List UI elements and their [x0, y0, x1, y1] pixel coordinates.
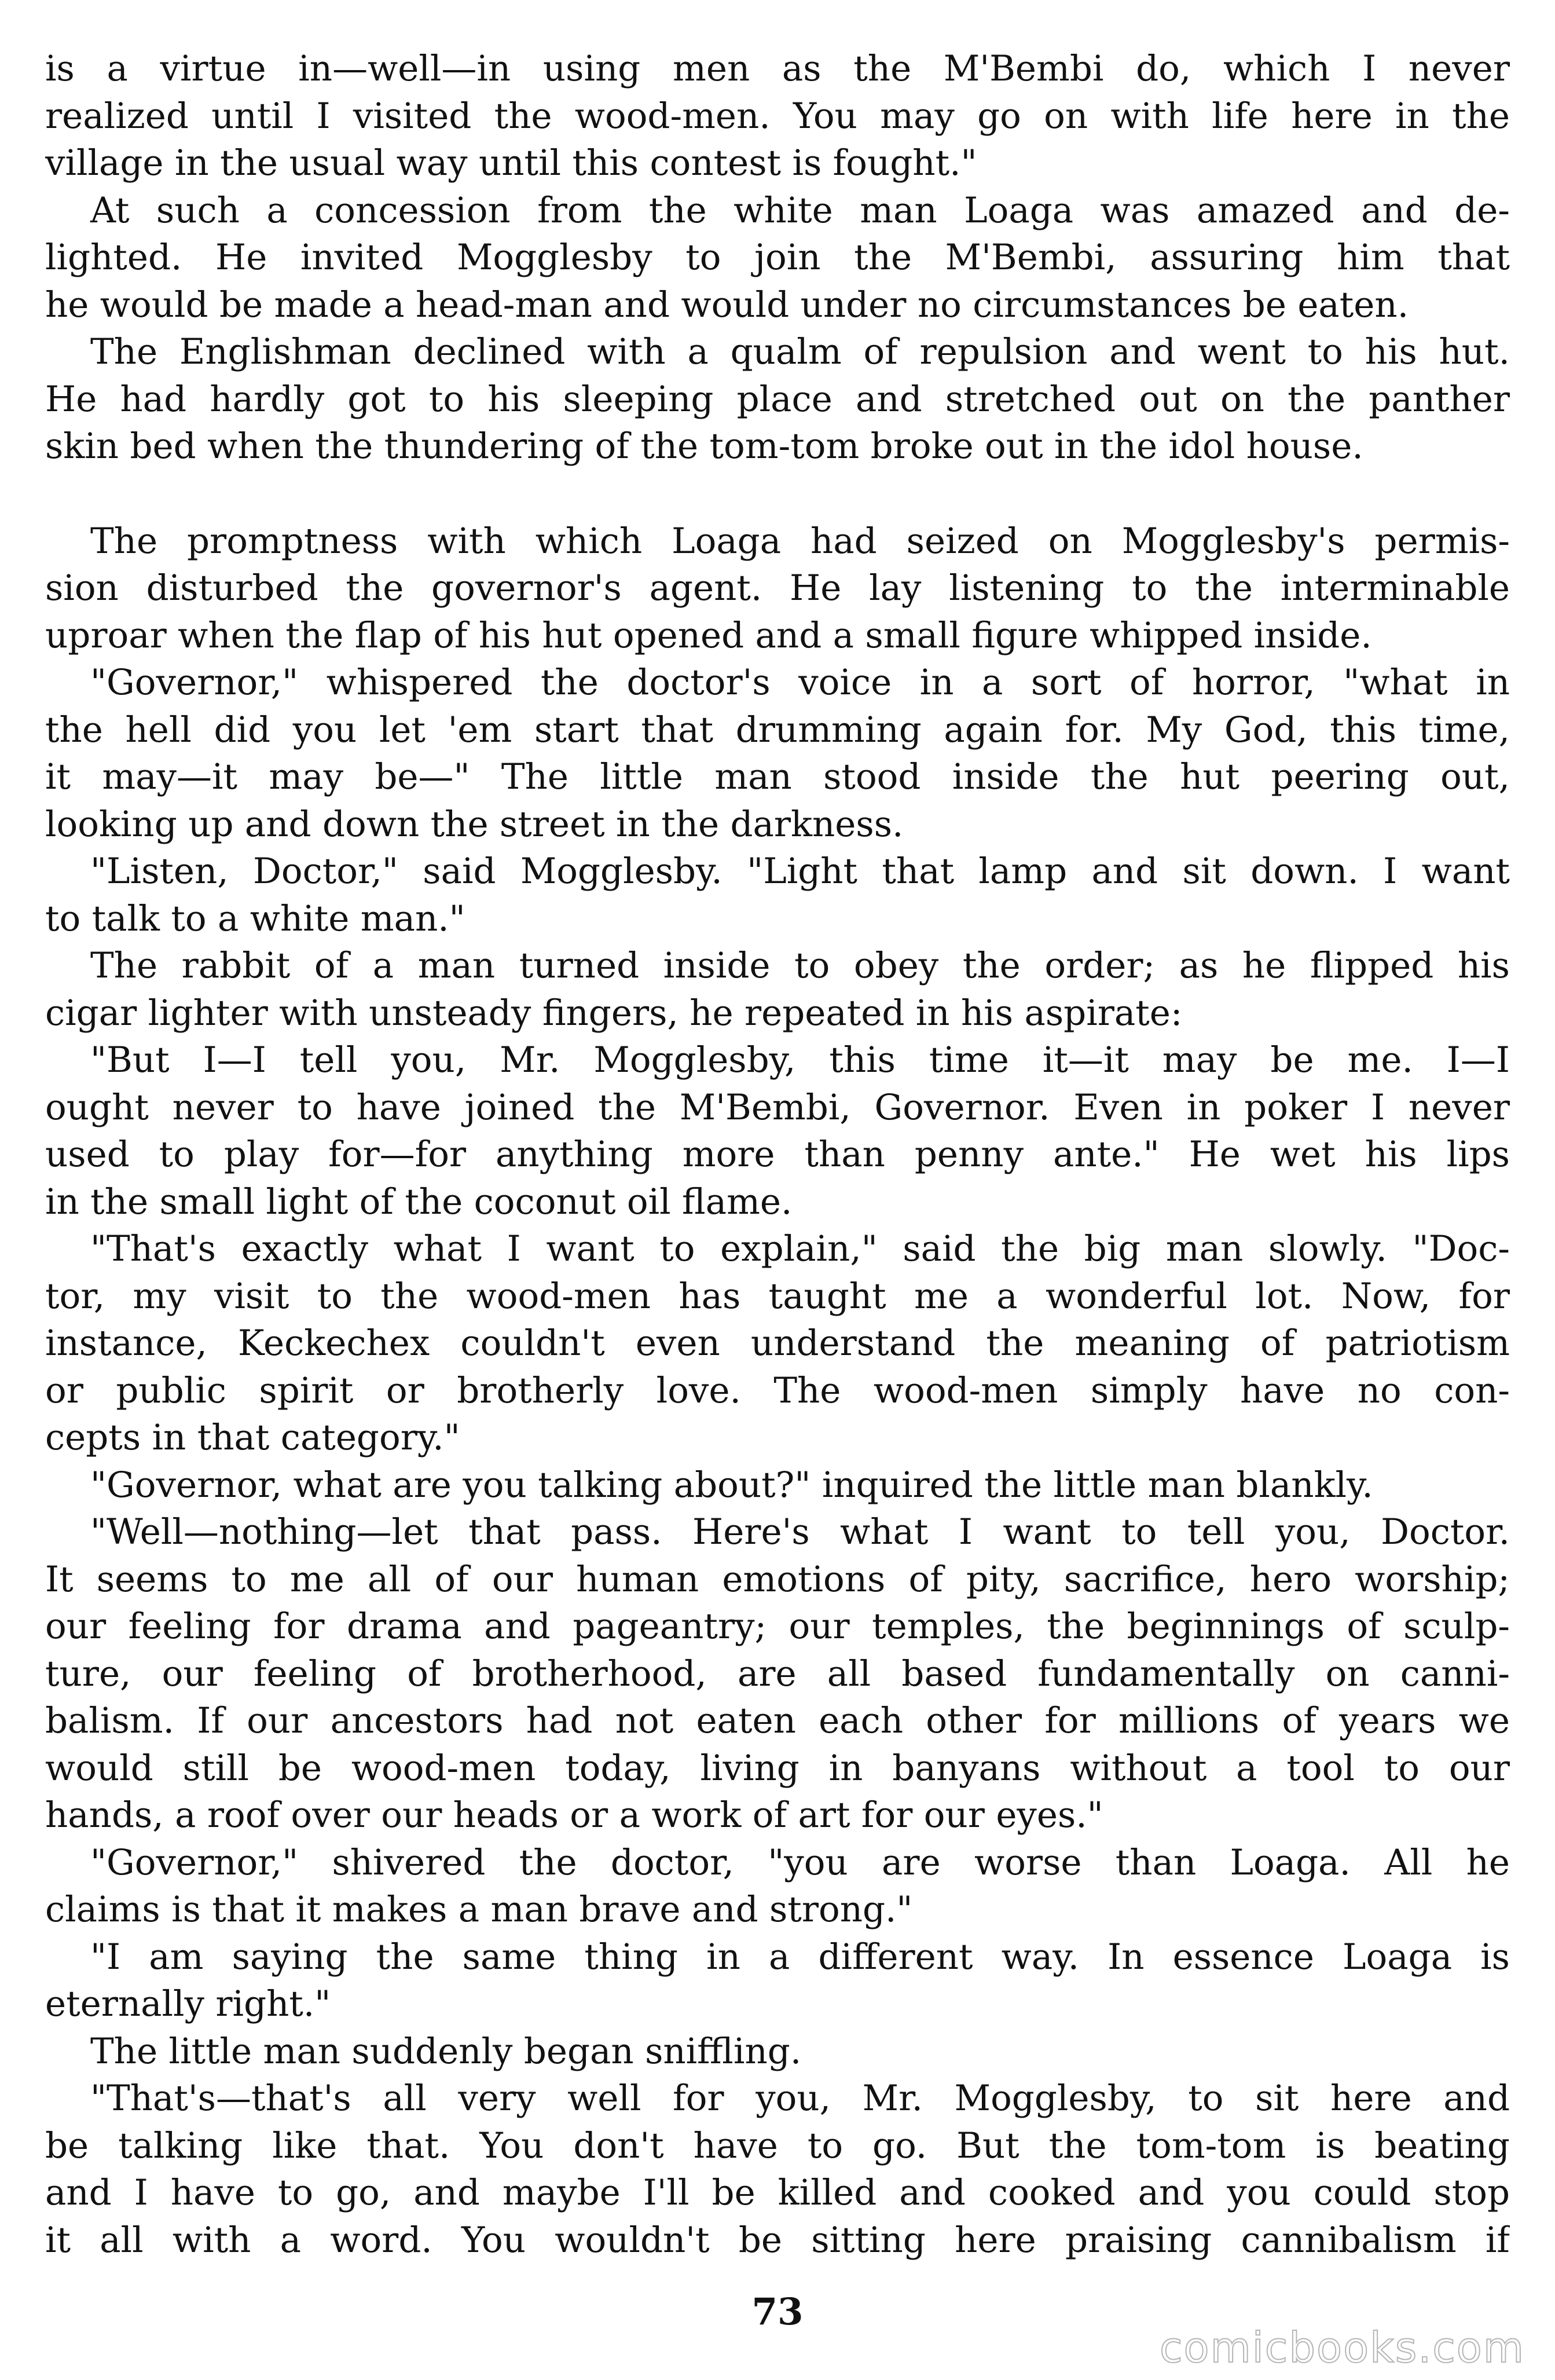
text-line: looking up and down the street in the darkness. [45, 803, 904, 845]
text-line: be talking like that. You don't have to go. But the tom-tom is beating [45, 2125, 1510, 2166]
text-line: he would be made a head-man and would under no circumstances be eaten. [45, 284, 1409, 325]
text-line: eternally right." [45, 1983, 331, 2024]
text-line: The Englishman declined with a qualm of repulsion and went to his hut. [90, 331, 1510, 372]
text-line: village in the usual way until this contest is fought." [45, 142, 977, 184]
page-number: 73 [751, 2290, 804, 2334]
text-line: and I have to go, and maybe I'll be killed and cooked and you could stop [45, 2172, 1510, 2213]
text-line: or public spirit or brotherly love. The wood-men simply have no con- [45, 1370, 1510, 1411]
text-line: used to play for—for anything more than penny ante." He wet his lips [45, 1134, 1510, 1175]
text-line: it may—it may be—" The little man stood inside the hut peering out, [45, 756, 1510, 797]
text-line: "Listen, Doctor," said Mogglesby. "Light that lamp and sit down. I want [90, 851, 1510, 892]
text-line: "Governor, what are you talking about?" inquired the little man blankly. [90, 1464, 1373, 1506]
text-line: skin bed when the thundering of the tom-tom broke out in the idol house. [45, 426, 1363, 467]
text-line: claims is that it makes a man brave and strong." [45, 1889, 913, 1930]
text-line: it all with a word. You wouldn't be sitting here praising cannibalism if [45, 2219, 1510, 2261]
text-line: instance, Keckechex couldn't even understand the meaning of patriotism [45, 1323, 1510, 1364]
text-line: the hell did you let 'em start that drumming again for. My God, this time, [45, 709, 1510, 750]
text-line: in the small light of the coconut oil flame. [45, 1181, 793, 1222]
text-line: is a virtue in—well—in using men as the M'Bembi do, which I never [45, 48, 1510, 89]
text-line: ought never to have joined the M'Bembi, Governor. Even in poker I never [45, 1086, 1510, 1128]
text-line: "Well—nothing—let that pass. Here's what I want to tell you, Doctor. [90, 1511, 1510, 1553]
text-line: our feeling for drama and pageantry; our temples, the beginnings of sculp- [45, 1606, 1510, 1647]
text-line: "That's—that's all very well for you, Mr. Mogglesby, to sit here and [90, 2078, 1510, 2119]
text-line: "But I—I tell you, Mr. Mogglesby, this time it—it may be me. I—I [90, 1039, 1510, 1081]
text-line: The rabbit of a man turned inside to obey the order; as he flipped his [90, 945, 1510, 986]
text-line: cepts in that category." [45, 1417, 460, 1458]
text-line: "Governor," shivered the doctor, "you are worse than Loaga. All he [90, 1841, 1510, 1883]
text-line: "Governor," whispered the doctor's voice in a sort of horror, "what in [90, 662, 1510, 703]
text-line: "That's exactly what I want to explain," said the big man slowly. "Doc- [90, 1228, 1510, 1269]
text-line: balism. If our ancestors had not eaten each other for millions of years we [45, 1700, 1510, 1741]
text-line: hands, a roof over our heads or a work of art for our eyes." [45, 1795, 1103, 1836]
watermark: comicbooks.com [1159, 2323, 1525, 2372]
text-line: It seems to me all of our human emotions of pity, sacrifice, hero worship; [45, 1558, 1510, 1600]
text-line: "I am saying the same thing in a different way. In essence Loaga is [90, 1936, 1510, 1978]
text-line: uproar when the flap of his hut opened and a small figure whipped inside. [45, 614, 1372, 656]
section-break [45, 470, 1510, 518]
text-line: He had hardly got to his sleeping place and stretched out on the panther [45, 378, 1510, 420]
text-line: The promptness with which Loaga had seized on Mogglesby's permis- [90, 520, 1510, 562]
text-line: At such a concession from the white man Loaga was amazed and de- [90, 189, 1510, 231]
text-line: to talk to a white man." [45, 898, 465, 939]
text-line: realized until I visited the wood-men. You may go on with life here in the [45, 95, 1510, 137]
text-line: sion disturbed the governor's agent. He lay listening to the interminable [45, 567, 1510, 609]
text-line: ture, our feeling of brotherhood, are all based fundamentally on canni- [45, 1653, 1510, 1694]
text-line: cigar lighter with unsteady fingers, he repeated in his aspirate: [45, 992, 1183, 1034]
text-line: would still be wood-men today, living in banyans without a tool to our [45, 1747, 1510, 1789]
body-text [45, 45, 1510, 2264]
text-line: lighted. He invited Mogglesby to join the M'Bembi, assuring him that [45, 237, 1510, 278]
text-line: tor, my visit to the wood-men has taught me a wonderful lot. Now, for [45, 1275, 1510, 1317]
text-line: The little man suddenly began sniffling. [90, 2030, 802, 2072]
